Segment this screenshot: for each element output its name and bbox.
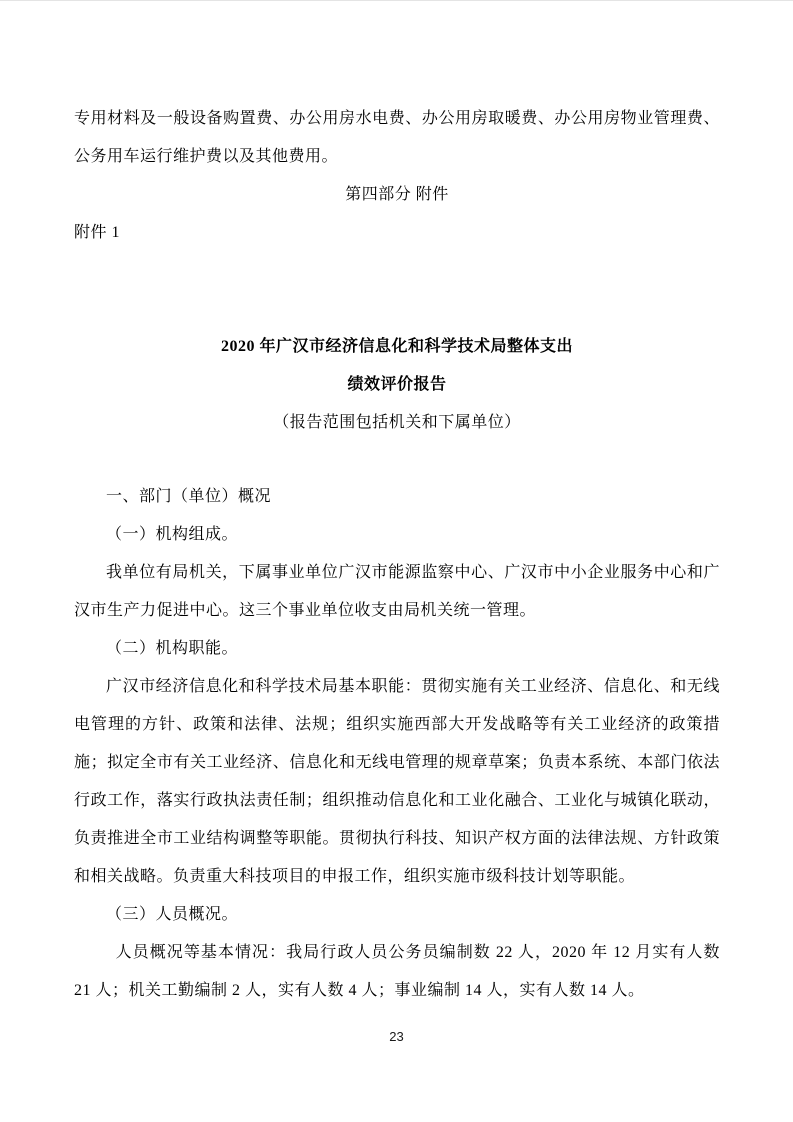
part-four-heading: 第四部分 附件 [345, 186, 449, 203]
spacer [74, 441, 720, 478]
subsection-1-1-heading: （一）机构组成。 [106, 526, 239, 543]
subsection-1-2-heading: （二）机构职能。 [106, 640, 239, 657]
report-title-line-1: 2020 年广汉市经济信息化和科学技术局整体支出 [220, 338, 573, 355]
page-content [0, 1, 793, 1010]
page-number: 23 [389, 1029, 404, 1044]
subsection-1-2-paragraph: 广汉市经济信息化和科学技术局基本职能：贯彻实施有关工业经济、信息化、和无线电管理的方针、政策和法律、法规；组织实施西部大开发战略等有关工业经济的政策措施；拟定全市有关工业经济、信息化和无线电管理的规章草案；负责本系统、本部门依法行政工作，落实行政执法责任制；组织推动信息化和工业化融合、工业化与城镇化联动，负责推进全市工业结构调整等职能。贯彻执行科技、知识产权方面的法律法规、方针政策和相关战略。负责重大科技项目的申报工作，组织实施市级科技计划等职能。 [74, 678, 720, 885]
subsection-1-3-paragraph: 人员概况等基本情况：我局行政人员公务员编制数 22 人，2020 年 12 月实有人数 21 人；机关工勤编制 2 人，实有人数 4 人；事业编制 14 人，实有人数 14 人。 [74, 944, 720, 999]
report-title-line-2: 绩效评价报告 [347, 376, 447, 393]
attachment-label: 附件 1 [74, 224, 121, 241]
spacer [74, 252, 720, 328]
subsection-1-3-heading: （三）人员概况。 [106, 906, 239, 923]
subsection-1-1-paragraph: 我单位有局机关，下属事业单位广汉市能源监察中心、广汉市中小企业服务中心和广汉市生产力促进中心。这三个事业单位收支由局机关统一管理。 [74, 564, 720, 619]
leading-paragraph: 专用材料及一般设备购置费、办公用房水电费、办公用房取暖费、办公用房物业管理费、公务用车运行维护费以及其他费用。 [74, 110, 720, 165]
report-scope-note: （报告范围包括机关和下属单位） [273, 414, 521, 431]
section-1-heading: 一、部门（单位）概况 [106, 488, 272, 505]
